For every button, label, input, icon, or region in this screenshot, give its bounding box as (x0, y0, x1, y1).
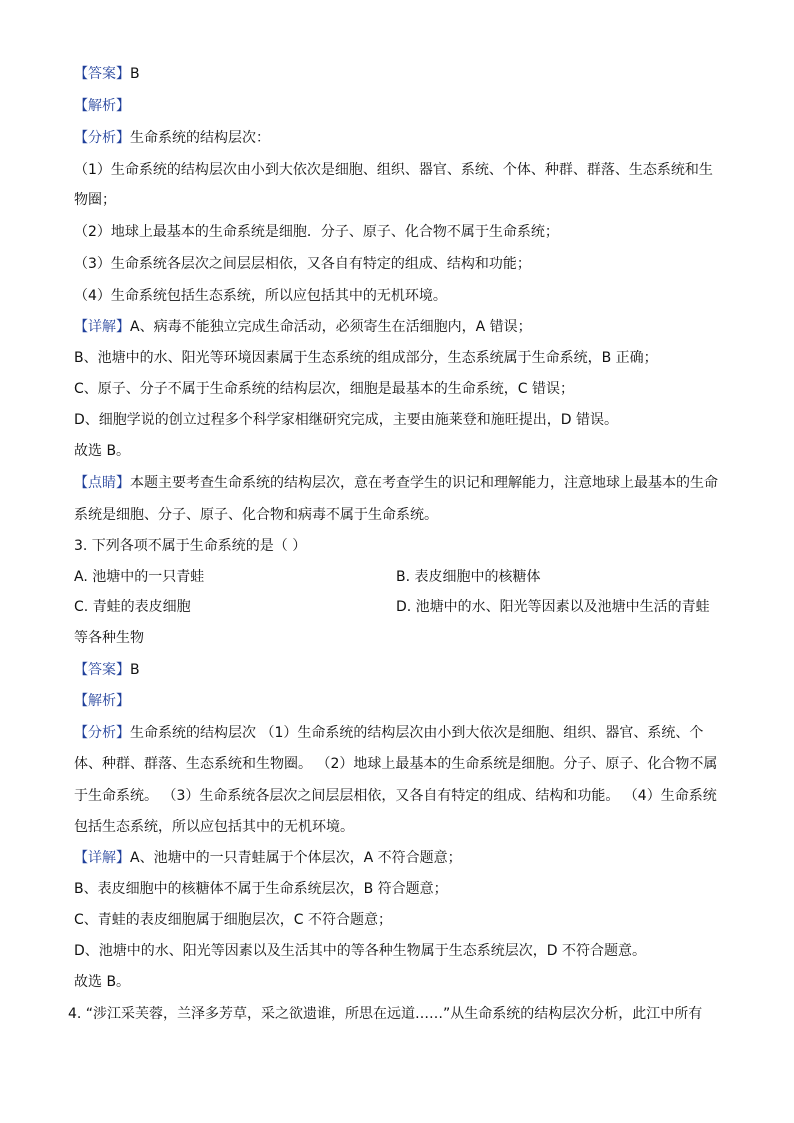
q4-stem: 4. “涉江采芙蓉，兰泽多芳草，采之欲遗谁，所思在远道……”从生命系统的结构层次分析，此江中所有 (68, 1006, 703, 1022)
q3-option-d: D. 池塘中的水、阳光等因素以及池塘中生活的青蛙 (396, 599, 710, 615)
q3-analysis-1-text: 生命系统的结构层次 （1）生命系统的结构层次由小到大依次是细胞、组织、器官、系统、个 (130, 725, 704, 741)
q2-point-1: （1）生命系统的结构层次由小到大依次是细胞、组织、器官、系统、个体、种群、群落、生态系统和生 (74, 162, 713, 178)
q3-option-d-cont: 等各种生物 (74, 630, 144, 646)
q3-detail-line-b: B、表皮细胞中的核糖体不属于生命系统层次，B 符合题意； (74, 881, 448, 897)
answer-tag: 【答案】 (74, 662, 130, 678)
q2-detail-line-a (74, 317, 532, 337)
q3-stem: 3. 下列各项不属于生命系统的是（ ） (74, 538, 307, 554)
q2-detail-line-b: B、池塘中的水、阳光等环境因素属于生态系统的组成部分，生态系统属于生命系统，B 正确； (74, 350, 658, 366)
q2-detail-line-c: C、原子、分子不属于生命系统的结构层次，细胞是最基本的生命系统，C 错误； (74, 381, 574, 397)
q3-analysis-line-3: 于生命系统。 （3）生命系统各层次之间层层相依，又各自有特定的组成、结构和功能。 （4）生命系统 (74, 788, 717, 804)
q3-detail-a-text: A、池塘中的一只青蛙属于个体层次，A 不符合题意； (130, 850, 462, 866)
q2-analysis-heading-line: 【解析】 (74, 98, 130, 114)
q3-option-a: A. 池塘中的一只青蛙 (74, 569, 205, 585)
q2-point-1-cont: 物圈； (74, 192, 116, 208)
q3-option-c: C. 青蛙的表皮细胞 (74, 599, 191, 615)
q2-point-3: （3）生命系统各层次之间层层相依，又各自有特定的组成、结构和功能； (74, 256, 531, 272)
q2-comment-1-text: 本题主要考查生命系统的结构层次，意在考查学生的识记和理解能力，注意地球上最基本的生命 (130, 475, 718, 491)
q3-analysis-heading-line: 【解析】 (74, 693, 130, 709)
q2-point-2: （2）地球上最基本的生命系统是细胞．分子、原子、化合物不属于生命系统； (74, 224, 559, 240)
q3-answer-line (74, 660, 140, 680)
analysis-title: 生命系统的结构层次： (130, 130, 270, 146)
answer-tag: 【答案】 (74, 66, 130, 82)
q3-analysis-line-4: 包括生态系统，所以应包括其中的无机环境。 (74, 819, 354, 835)
analysis-heading: 解析 (88, 693, 116, 709)
analysis-tag: 【分析】 (74, 725, 130, 741)
q3-option-b: B. 表皮细胞中的核糖体 (396, 569, 541, 585)
answer-value: B (130, 66, 140, 82)
analysis-heading: 解析 (88, 98, 116, 114)
comment-tag: 【点睛】 (74, 475, 130, 491)
q3-analysis-line-2: 体、种群、群落、生态系统和生物圈。 （2）地球上最基本的生命系统是细胞。分子、原子、化合物不属 (74, 756, 718, 772)
q2-detail-line-d: D、细胞学说的创立过程多个科学家相继研究完成，主要由施莱登和施旺提出，D 错误。 (74, 412, 619, 428)
q3-detail-line-d: D、池塘中的水、阳光等因素以及生活其中的等各种生物属于生态系统层次，D 不符合题意。 (74, 943, 647, 959)
q2-comment-line-2: 系统是细胞、分子、原子、化合物和病毒不属于生命系统。 (74, 507, 438, 523)
q2-comment-line-1 (74, 473, 718, 493)
analysis-tag: 【分析】 (74, 130, 130, 146)
q2-choose-line: 故选 B。 (74, 443, 131, 459)
q3-detail-line-a (74, 848, 462, 868)
detail-tag: 【详解】 (74, 850, 130, 866)
q2-answer-line (74, 64, 140, 84)
q3-detail-line-c: C、青蛙的表皮细胞属于细胞层次，C 不符合题意； (74, 912, 392, 928)
q2-point-4: （4）生命系统包括生态系统，所以应包括其中的无机环境。 (74, 288, 447, 304)
q3-analysis-line-1 (74, 723, 703, 743)
answer-value: B (130, 662, 140, 678)
q3-choose-line: 故选 B。 (74, 974, 131, 990)
q2-analysis-title-line (74, 128, 270, 148)
detail-tag: 【详解】 (74, 319, 130, 335)
q2-detail-a-text: A、病毒不能独立完成生命活动，必须寄生在活细胞内，A 错误； (130, 319, 532, 335)
